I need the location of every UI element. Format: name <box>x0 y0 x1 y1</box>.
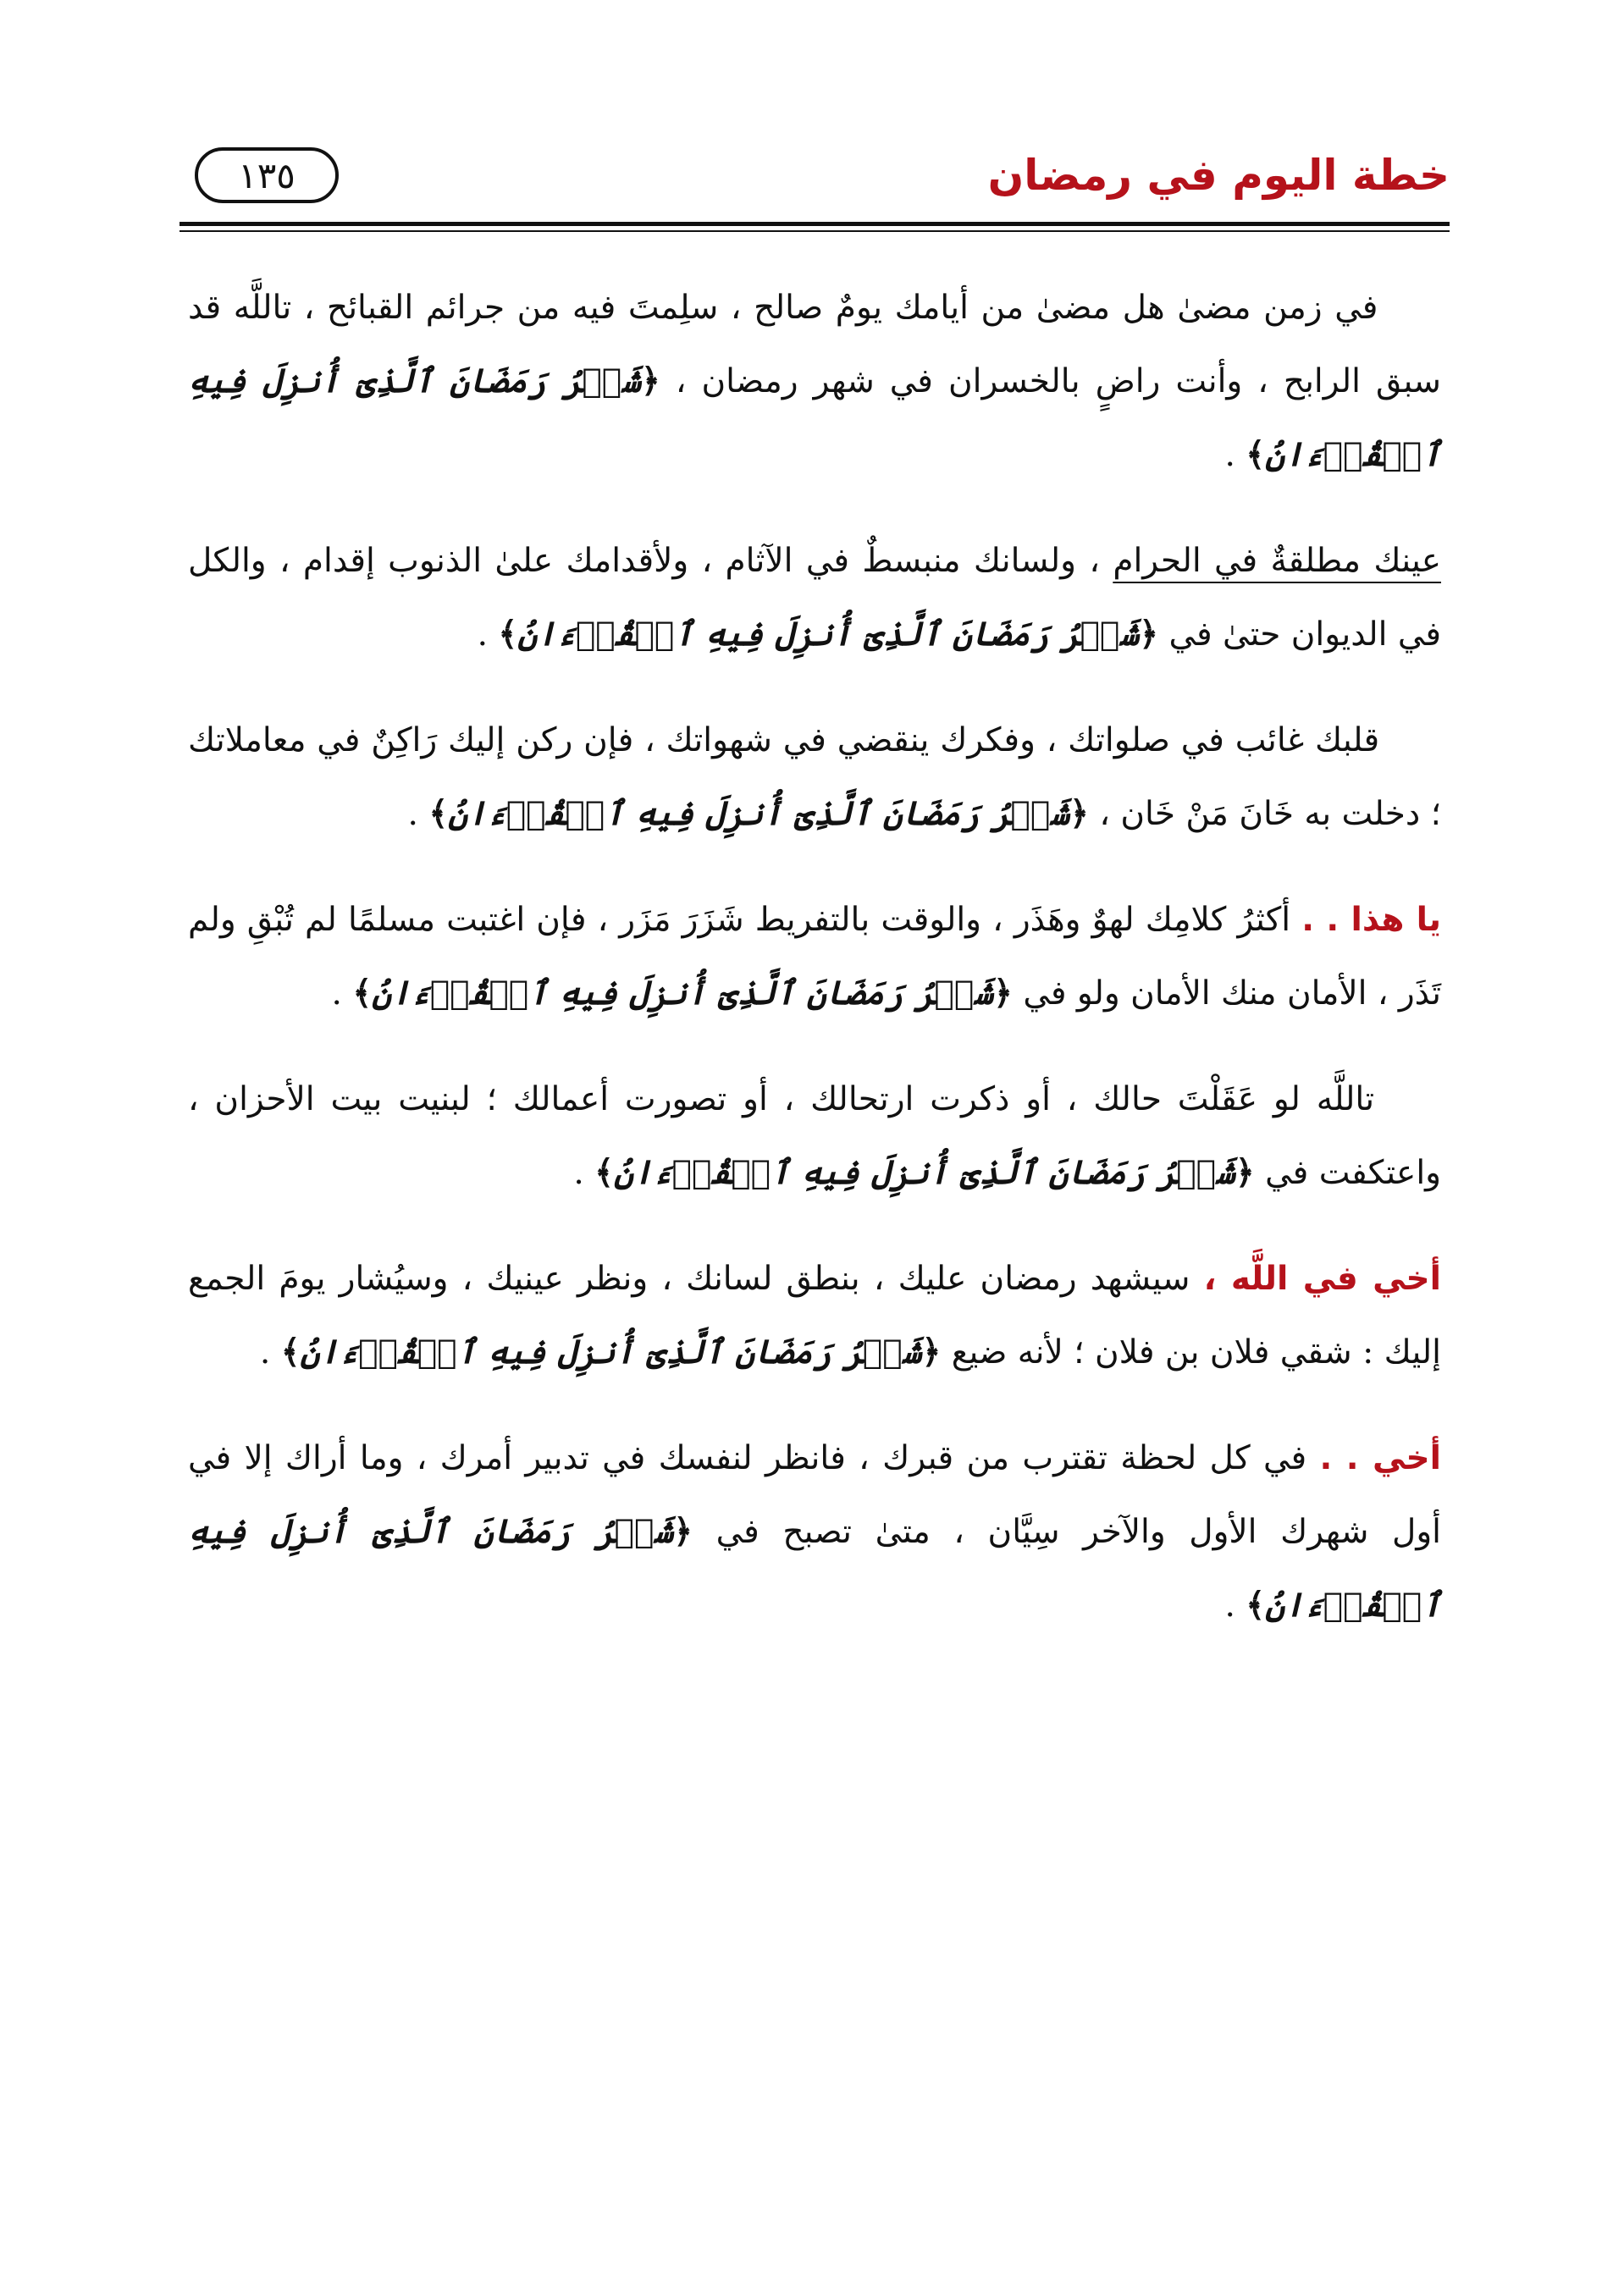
paragraph-6 <box>188 1242 1441 1389</box>
quran-bracket-open: ﴿ <box>1069 794 1089 833</box>
quran-verse: شَهۡرُ رَمَضَانَ ٱلَّذِىٓ أُنزِلَ فِيهِ ٱلۡقُرۡءَانُ <box>300 1333 922 1372</box>
quran-bracket-close: ﴾ <box>280 1333 301 1372</box>
paragraph-text: تاللَّه لو عَقَلْتَ حالك ، أو ذكرت ارتحالك ، أو تصورت أعمالك ؛ لبنيت بيت الأحزان ، واعتكفت في <box>188 1080 1441 1192</box>
paragraph-end: . <box>1224 436 1246 474</box>
quran-bracket-close: ﴾ <box>352 974 373 1013</box>
quran-verse: شَهۡرُ رَمَضَانَ ٱلَّذِىٓ أُنزِلَ فِيهِ ٱلۡقُرۡءَانُ <box>188 1512 1441 1625</box>
paragraph-1 <box>188 271 1441 492</box>
quran-bracket-close: ﴾ <box>1246 435 1266 474</box>
quran-bracket-close: ﴾ <box>428 794 449 833</box>
paragraph-7 <box>188 1421 1441 1642</box>
paragraph-lead: أخي في اللَّه ، <box>1203 1260 1442 1298</box>
page-number-badge: ١٣٥ <box>195 147 339 203</box>
paragraph-end: . <box>477 615 499 654</box>
quran-verse: شَهۡرُ رَمَضَانَ ٱلَّذِىٓ أُنزِلَ فِيهِ ٱلۡقُرۡءَانُ <box>448 794 1070 833</box>
paragraph-text: أكثرُ كلامِك لهوٌ وهَذَر ، والوقت بالتفريط شَزَرَ مَزَر ، فإن اغتبت مسلمًا لم تُبْقِ ولم تَذَر ، الأمان منك الأمان ولو في <box>188 901 1441 1013</box>
underlined-phrase: عينك مطلقةٌ في الحرام <box>1113 542 1441 580</box>
paragraph-text: ، ولسانك منبسطٌ في الآثام ، ولأقدامك علىٰ الذنوب إقدام ، والكل في الديوان حتىٰ في <box>188 542 1441 654</box>
quran-verse: شَهۡرُ رَمَضَانَ ٱلَّذِىٓ أُنزِلَ فِيهِ ٱلۡقُرۡءَانُ <box>372 974 994 1013</box>
quran-bracket-open: ﴿ <box>673 1512 693 1551</box>
paragraph-5 <box>188 1062 1441 1210</box>
paragraph-text: قلبك غائب في صلواتك ، وفكرك ينقضي في شهواتك ، فإن ركن إليك رَاكِنٌ في معاملاتك ؛ دخلت به خَانَ مَنْ خَان ، <box>188 721 1441 833</box>
paragraph-end: . <box>573 1154 595 1192</box>
quran-bracket-open: ﴿ <box>640 362 660 400</box>
quran-bracket-close: ﴾ <box>1246 1586 1266 1625</box>
paragraph-end: . <box>259 1333 281 1372</box>
paragraph-text: في كل لحظة تقترب من قبرك ، فانظر لنفسك في تدبير أمرك ، وما أراك إلا في أول شهرك الأول والآخر سِيَّان ، متىٰ تصبح في <box>188 1439 1441 1551</box>
chapter-title: خطة اليوم في رمضان <box>987 151 1450 200</box>
paragraph-end: . <box>1224 1587 1246 1625</box>
paragraph-text: سيشهد رمضان عليك ، بنطق لسانك ، ونظر عينيك ، وسيُشار يومَ الجمع إليك : شقي فلان بن فلان ؛ لأنه ضيع <box>188 1260 1441 1372</box>
page-body <box>188 271 1441 1675</box>
quran-bracket-open: ﴿ <box>1139 615 1159 654</box>
paragraph-3 <box>188 704 1441 851</box>
paragraph-end: . <box>407 795 429 833</box>
paragraph-lead: أخي . . <box>1319 1439 1441 1477</box>
paragraph-lead: يا هذا . . <box>1301 901 1441 939</box>
quran-bracket-open: ﴿ <box>1235 1153 1255 1192</box>
quran-bracket-close: ﴾ <box>498 615 518 654</box>
page-header <box>180 142 1450 227</box>
quran-verse: شَهۡرُ رَمَضَانَ ٱلَّذِىٓ أُنزِلَ فِيهِ ٱلۡقُرۡءَانُ <box>517 615 1140 654</box>
paragraph-2 <box>188 524 1441 671</box>
header-rule-thick <box>180 222 1450 226</box>
paragraph-end: . <box>331 974 353 1013</box>
paragraph-text: في زمن مضىٰ هل مضىٰ من أيامك يومٌ صالح ، سلِمتَ فيه من جرائم القبائح ، تاللَّه قد سبق الرابح ، وأنت راضٍ بالخسران في شهر رمضان ، <box>188 289 1441 400</box>
quran-verse: شَهۡرُ رَمَضَانَ ٱلَّذِىٓ أُنزِلَ فِيهِ ٱلۡقُرۡءَانُ <box>188 362 1441 474</box>
quran-bracket-open: ﴿ <box>993 974 1013 1013</box>
header-rule-thin <box>180 230 1450 232</box>
quran-bracket-open: ﴿ <box>921 1333 942 1372</box>
paragraph-4 <box>188 883 1441 1030</box>
quran-verse: شَهۡرُ رَمَضَانَ ٱلَّذِىٓ أُنزِلَ فِيهِ ٱلۡقُرۡءَانُ <box>614 1153 1235 1192</box>
quran-bracket-close: ﴾ <box>594 1153 614 1192</box>
